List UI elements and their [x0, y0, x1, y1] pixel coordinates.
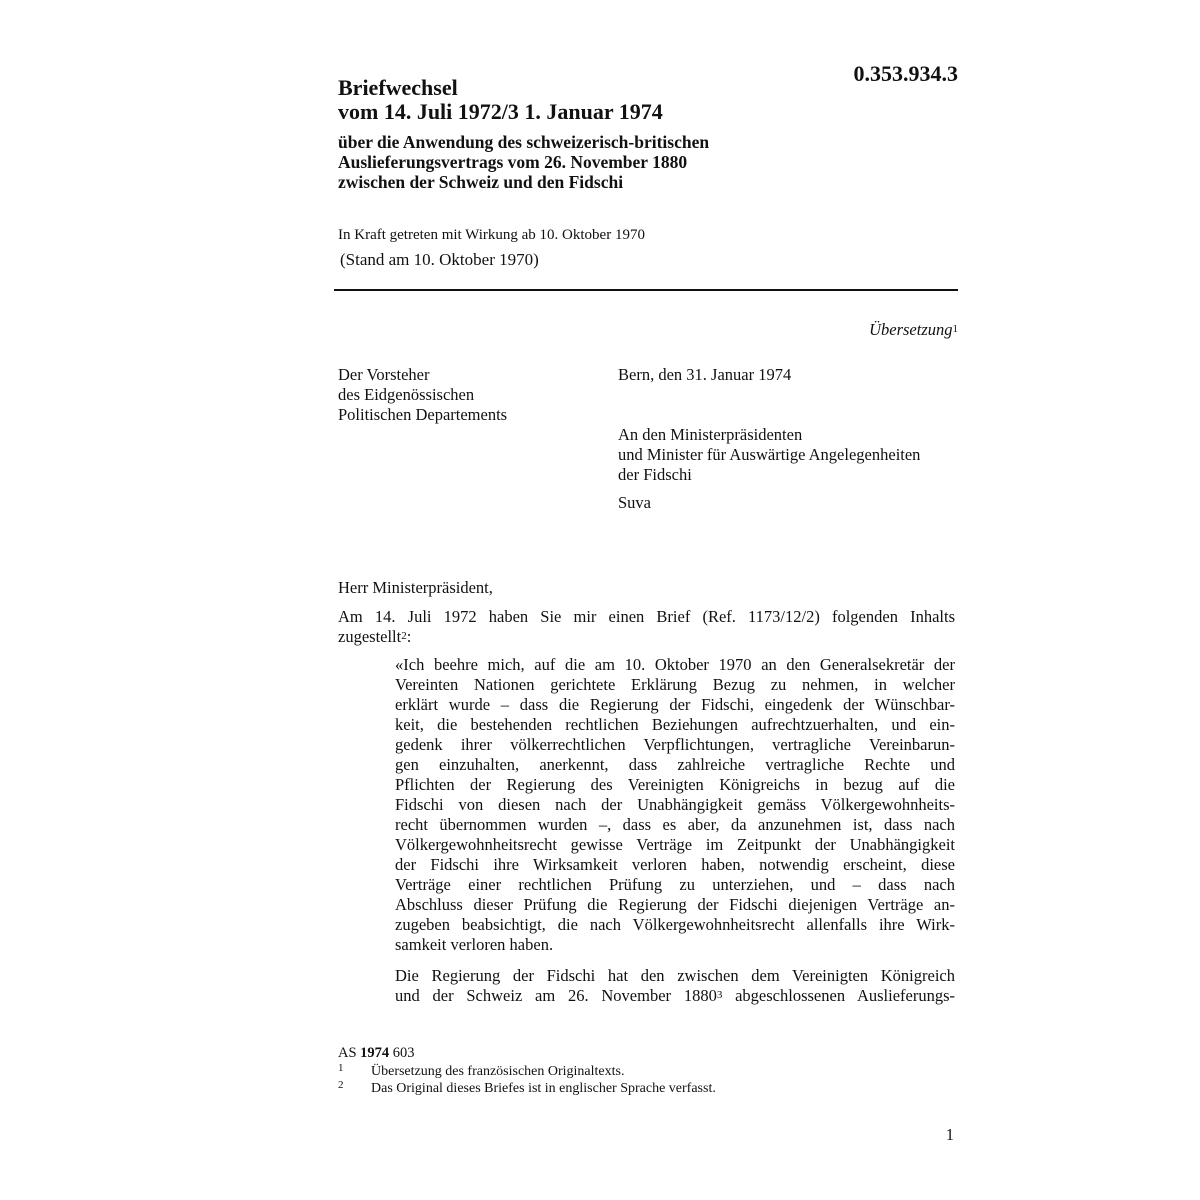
quote-line: recht übernommen wurden –, dass es aber, da anzunehmen ist, dass nach — [395, 815, 955, 834]
quote-line — [395, 986, 955, 1006]
footnote — [338, 1063, 958, 1080]
quote-line-text: und der Schweiz am 26. November 1880 — [395, 986, 717, 1005]
footnote-ref[interactable]: 3 — [716, 989, 723, 1001]
subtitle-line: über die Anwendung des schweizerisch-britischen — [338, 132, 710, 152]
sender-block — [338, 365, 507, 425]
recipient-line: An den Ministerpräsidenten — [618, 425, 803, 444]
quoted-letter-paragraph — [395, 655, 955, 955]
quote-line: gedenk ihrer völkerrechtlichen Verpflichtungen, vertragliche Vereinbarun- — [395, 735, 955, 754]
intro-line-end: : — [406, 627, 412, 646]
title-line: vom 14. Juli 1972/3 1. Januar 1974 — [338, 99, 663, 124]
quote-line: Pflichten der Regierung des Vereinigten Königreichs in bezug auf die — [395, 775, 955, 794]
quoted-letter-paragraph — [395, 966, 955, 1006]
quote-line: Vereinten Nationen gerichtete Erklärung Bezug zu nehmen, in welcher — [395, 675, 955, 694]
footnote-number: 2 — [338, 1079, 344, 1091]
in-force-note: In Kraft getreten mit Wirkung ab 10. Oktober 1970 — [338, 227, 645, 243]
quote-line: Die Regierung der Fidschi hat den zwischen dem Vereinigten Königreich — [395, 966, 955, 985]
quote-line: der Fidschi ihre Wirksamkeit verloren haben, notwendig erscheint, diese — [395, 855, 955, 874]
source-page: 603 — [389, 1045, 415, 1061]
quote-line: samkeit verloren haben. — [395, 935, 554, 954]
recipient-city: Suva — [618, 493, 651, 512]
intro-line: Am 14. Juli 1972 haben Sie mir einen Brief (Ref. 1173/12/2) folgenden Inhalts — [338, 607, 955, 626]
recipient-line: der Fidschi — [618, 465, 692, 484]
status-note: (Stand am 10. Oktober 1970) — [340, 250, 539, 269]
subtitle-line: Auslieferungsvertrags vom 26. November 1880 — [338, 152, 688, 172]
quote-line: Abschluss dieser Prüfung die Regierung der Fidschi diejenigen Verträge an- — [395, 895, 955, 914]
header-divider — [334, 289, 958, 291]
translation-note — [869, 320, 958, 340]
sr-number: 0.353.934.3 — [853, 61, 958, 86]
quote-line: Fidschi von diesen nach der Unabhängigkeit gemäss Völkergewohnheits- — [395, 795, 955, 814]
source-prefix: AS — [338, 1045, 361, 1061]
translation-note-text: Übersetzung — [869, 320, 953, 339]
official-source — [338, 1044, 415, 1062]
document-title — [338, 76, 898, 124]
intro-line — [338, 627, 955, 647]
footnote-text: Das Original dieses Briefes ist in englischer Sprache verfasst. — [371, 1081, 716, 1096]
page-number: 1 — [945, 1125, 954, 1144]
source-year: 1974 — [360, 1045, 390, 1061]
intro-line-text: zugestellt — [338, 627, 402, 646]
place-date: Bern, den 31. Januar 1974 — [618, 365, 792, 384]
sender-line: Politischen Departements — [338, 405, 508, 424]
footnote-text: Übersetzung des französischen Originaltexts. — [371, 1064, 625, 1079]
footnote-number: 1 — [338, 1062, 344, 1074]
quote-line: keit, die bestehenden rechtlichen Beziehungen aufrechtzuerhalten, und ein- — [395, 715, 955, 734]
sender-line: Der Vorsteher — [338, 365, 430, 384]
quote-line: Völkergewohnheitsrecht gewisse Verträge im Zeitpunkt der Unabhängigkeit — [395, 835, 955, 854]
document-subtitle — [338, 132, 938, 192]
salutation: Herr Ministerpräsident, — [338, 578, 493, 597]
quote-line: Verträge einer rechtlichen Prüfung zu unterziehen, und – dass nach — [395, 875, 955, 894]
quote-line: gen einzuhalten, anerkennt, dass zahlreiche vertragliche Rechte und — [395, 755, 955, 774]
subtitle-line: zwischen der Schweiz und den Fidschi — [338, 172, 624, 192]
footnote — [338, 1080, 958, 1097]
title-line: Briefwechsel — [338, 75, 458, 100]
quote-line: «Ich beehre mich, auf die am 10. Oktober 1970 an den Generalsekretär der — [395, 655, 955, 674]
intro-paragraph — [338, 607, 955, 647]
quote-line: erklärt wurde – dass die Regierung der Fidschi, eingedenk der Wünschbar- — [395, 695, 955, 714]
footnote-ref[interactable]: 1 — [952, 323, 958, 335]
recipient-line: und Minister für Auswärtige Angelegenheiten — [618, 445, 921, 464]
quote-line-text: abgeschlossenen Auslieferungs- — [722, 986, 955, 1005]
recipient-block — [618, 425, 920, 485]
sender-line: des Eidgenössischen — [338, 385, 475, 404]
footnotes — [338, 1063, 958, 1097]
footnote-ref[interactable]: 2 — [401, 630, 407, 642]
quote-line: zugeben beabsichtigt, die nach Völkergewohnheitsrecht allenfalls ihre Wirk- — [395, 915, 955, 934]
